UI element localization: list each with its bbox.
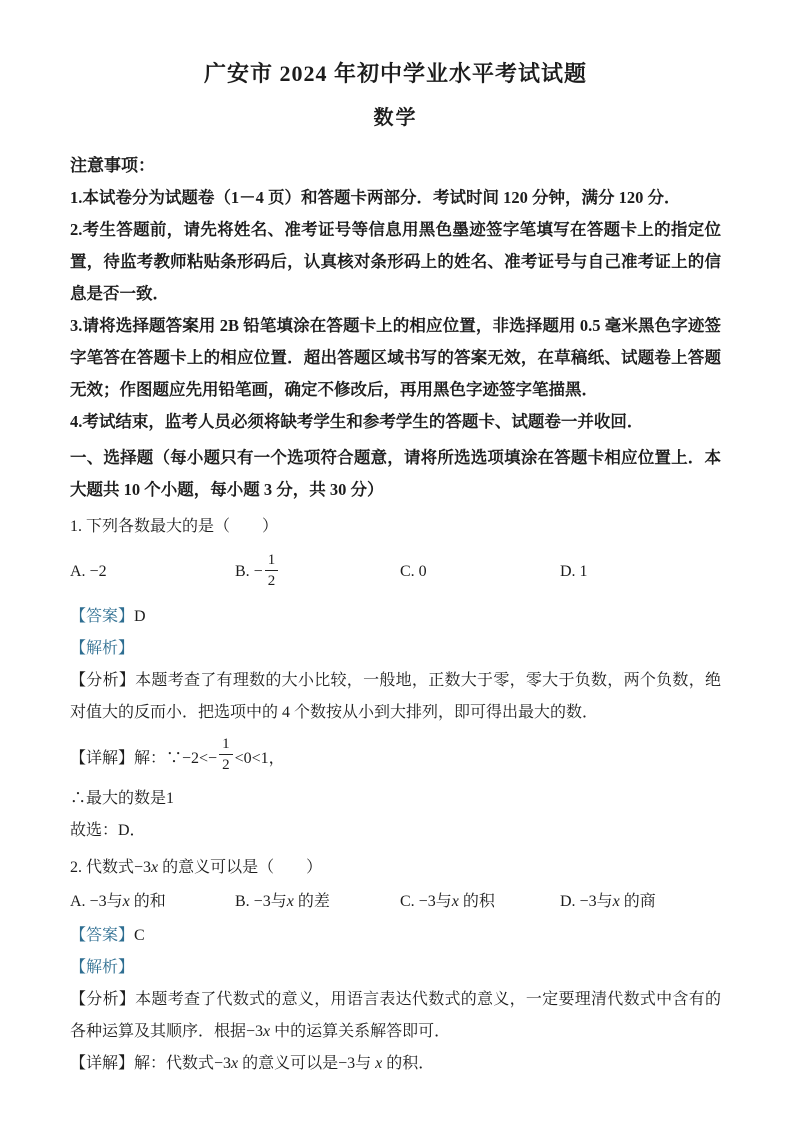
doc-title: 广安市 2024 年初中学业水平考试试题 — [203, 61, 587, 86]
q2-option-a-suffix: 的和 — [129, 893, 166, 910]
q1-option-d-text: D. 1 — [560, 563, 588, 580]
q1-analysis: 【分析】本题考查了有理数的大小比较，一般地，正数大于零，零大于负数，两个负数，绝对值大的反而小．把选项中的 4 个数按从小到大排列，即可得出最大的数． — [70, 672, 721, 721]
q1-option-c-text: C. 0 — [400, 563, 427, 580]
q2-option-d-suffix: 的商 — [619, 893, 656, 910]
q2-analysis-prefix: 【分析】本题考查了代数式的意义，用语言表达代数式的意义，一定要理清代数式中含有的各种运算及其顺序．根据−3 — [70, 991, 721, 1040]
q1-detail-prefix: 【详解】解：∵−2<− — [70, 749, 218, 767]
q2-option-b-prefix: B. −3与 — [235, 893, 287, 910]
q2-analysis-variable: x — [263, 1023, 271, 1040]
q1-jiexi-line — [70, 633, 721, 665]
q2-analysis — [70, 984, 721, 1048]
notice-item-3: 3.请将选择题答案用 2B 铅笔填涂在答题卡上的相应位置，非选择题用 0.5 毫米黑色字迹签字笔答在答题卡上的相应位置．超出答题区域书写的答案无效，在草稿纸、试题卷上答题无效；作图题应先用铅笔画，确定不修改后，再用黑色字迹签字笔描黑． — [70, 316, 721, 399]
q1-answer-line — [70, 601, 721, 633]
question-2-text — [70, 852, 721, 884]
q1-detail-suffix: <0<1， — [234, 749, 285, 767]
q2-detail-line — [70, 1048, 721, 1080]
q2-option-b-variable: x — [286, 893, 294, 910]
q2-question-variable: x — [151, 859, 159, 876]
q2-option-c-prefix: C. −3与 — [400, 893, 452, 910]
q2-question-prefix: 2. 代数式−3 — [70, 859, 152, 876]
q2-option-a-variable: x — [122, 893, 130, 910]
q2-option-d — [560, 886, 721, 918]
q1-option-b-fraction — [265, 551, 279, 590]
q1-detail-line — [70, 729, 721, 783]
q2-option-d-prefix: D. −3与 — [560, 893, 613, 910]
question-2-options — [70, 886, 721, 918]
q2-answer-line — [70, 920, 721, 952]
q1-conclusion: ∴最大的数是1 — [70, 790, 175, 807]
q1-option-c — [400, 556, 560, 588]
q2-option-a — [70, 886, 235, 918]
fraction-numerator: 1 — [219, 735, 233, 755]
q1-choose: 故选：D． — [70, 822, 146, 839]
fraction-denominator: 2 — [267, 572, 276, 589]
fraction-denominator: 2 — [222, 756, 230, 773]
notice-item-2: 2.考生答题前，请先将姓名、准考证号等信息用黑色墨迹签字笔填写在答题卡上的指定位置，待监考教师粘贴条形码后，认真核对条形码上的姓名、准考证号与自己准考证上的信息是否一致． — [70, 220, 721, 303]
q1-option-b — [235, 553, 400, 592]
question-1-options — [70, 545, 721, 599]
q2-analysis-suffix: 中的运算关系解答即可． — [270, 1023, 451, 1040]
question-1-text: 1. 下列各数最大的是（ ） — [70, 518, 279, 535]
q2-jiexi-line — [70, 952, 721, 984]
section-one-heading: 一、选择题（每小题只有一个选项符合题意，请将所选选项填涂在答题卡相应位置上．本大题共 10 个小题，每小题 3 分，共 30 分） — [70, 448, 721, 499]
q2-detail-prefix: 【详解】解：代数式−3 — [70, 1055, 232, 1072]
q2-option-c-variable: x — [451, 893, 459, 910]
q1-option-b-prefix: B. − — [235, 562, 263, 580]
q2-jiexi-tag: 【解析】 — [70, 959, 135, 976]
q2-option-b-suffix: 的差 — [293, 893, 330, 910]
q1-jiexi-tag: 【解析】 — [70, 640, 135, 657]
q1-answer-value: D — [134, 608, 146, 625]
q2-detail-variable-2: x — [375, 1055, 383, 1072]
q1-option-a — [70, 556, 235, 588]
q1-option-a-text: A. −2 — [70, 563, 107, 580]
q2-detail-middle: 的意义可以是−3与 — [238, 1055, 376, 1072]
q2-option-b — [235, 886, 400, 918]
q2-answer-value: C — [134, 927, 145, 944]
q2-answer-tag: 【答案】 — [70, 927, 135, 944]
q1-answer-tag: 【答案】 — [70, 608, 135, 625]
fraction-numerator: 1 — [265, 551, 279, 571]
notice-heading: 注意事项： — [70, 156, 155, 175]
q1-option-d — [560, 556, 721, 588]
q2-detail-suffix: 的积． — [382, 1055, 435, 1072]
q2-option-a-prefix: A. −3与 — [70, 893, 123, 910]
q2-question-suffix: 的意义可以是（ ） — [158, 859, 323, 876]
q1-detail-fraction — [219, 735, 233, 774]
q2-option-c-suffix: 的积 — [458, 893, 495, 910]
notice-item-4: 4.考试结束，监考人员必须将缺考学生和参考学生的答题卡、试题卷一并收回． — [70, 412, 644, 431]
doc-subtitle: 数学 — [373, 107, 418, 129]
notice-item-1: 1.本试卷分为试题卷（1－4 页）和答题卡两部分．考试时间 120 分钟，满分 120 分． — [70, 188, 681, 207]
q2-option-c — [400, 886, 560, 918]
q2-option-d-variable: x — [612, 893, 620, 910]
q2-detail-variable-1: x — [231, 1055, 239, 1072]
